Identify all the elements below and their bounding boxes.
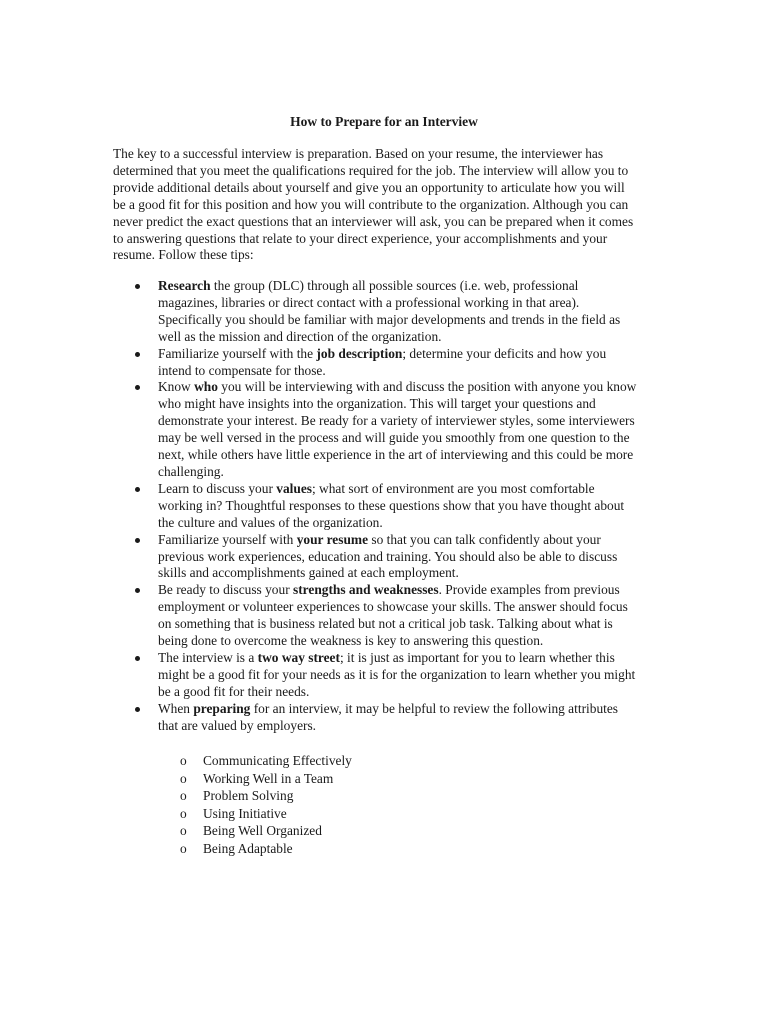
sub-bullet-icon: o bbox=[180, 788, 187, 804]
bullet-icon bbox=[135, 707, 140, 712]
tip-line bbox=[158, 379, 673, 396]
tip-lead-text: When bbox=[158, 700, 194, 716]
sub-bullet-icon: o bbox=[180, 805, 187, 821]
attribute-label: Being Adaptable bbox=[203, 840, 293, 856]
attribute-item bbox=[180, 770, 352, 788]
tip-line: on something that is business related but not a critical job task. Talking about what is bbox=[158, 616, 613, 632]
tip-line: who might have insights into the organization. This will target your questions and bbox=[158, 396, 596, 412]
tip-item bbox=[113, 650, 673, 701]
tip-line bbox=[158, 481, 673, 498]
bullet-icon bbox=[135, 487, 140, 492]
tip-keyword: values bbox=[276, 480, 312, 496]
tip-keyword: Research bbox=[158, 278, 211, 293]
tip-item bbox=[113, 481, 673, 532]
tip-lead-text: Familiarize yourself with the bbox=[158, 345, 317, 361]
sub-bullet-icon: o bbox=[180, 753, 187, 768]
attribute-item bbox=[180, 805, 352, 823]
bullet-icon bbox=[135, 385, 140, 390]
tip-line bbox=[158, 582, 673, 599]
tip-line: intend to compensate for those. bbox=[158, 362, 326, 378]
attribute-label: Communicating Effectively bbox=[203, 753, 352, 768]
tip-keyword: who bbox=[194, 379, 218, 395]
intro-line: resume. Follow these tips: bbox=[113, 247, 254, 263]
bullet-icon bbox=[135, 538, 140, 543]
intro-line: never predict the exact questions that an interviewer will ask, you can be prepared when it comes bbox=[113, 213, 634, 229]
tip-lead-text: Familiarize yourself with bbox=[158, 531, 297, 547]
tip-line: being done to overcome the weakness is key to answering this question. bbox=[158, 633, 544, 649]
attribute-label: Working Well in a Team bbox=[203, 770, 334, 786]
tip-rest-text: so that you can talk confidently about your bbox=[368, 531, 601, 547]
tips-list bbox=[113, 278, 673, 734]
tip-line: employment or volunteer experiences to showcase your skills. The answer should focus bbox=[158, 599, 628, 615]
tip-lead-text: Be ready to discuss your bbox=[158, 582, 293, 598]
attribute-item bbox=[180, 787, 352, 805]
tip-line bbox=[158, 650, 673, 667]
tip-line bbox=[158, 346, 673, 363]
intro-line: provide additional details about yourself and give you an opportunity to articulate how you will bbox=[113, 179, 625, 195]
tip-keyword: job description bbox=[316, 345, 403, 361]
tip-line: the culture and values of the organization. bbox=[158, 514, 383, 530]
tip-rest-text: ; determine your deficits and how you bbox=[402, 345, 607, 361]
tip-item bbox=[113, 532, 673, 583]
tip-line: next, while others have little experience in the art of interviewing and this could be more bbox=[158, 447, 634, 463]
tip-line: previous work experiences, education and training. You should also be able to discuss bbox=[158, 548, 618, 564]
tip-line bbox=[158, 701, 673, 718]
intro-line: to answering questions that relate to your direct experience, your accomplishments and your bbox=[113, 230, 608, 246]
tip-line: demonstrate your interest. Be ready for a variety of interviewer styles, some interviewers bbox=[158, 413, 635, 429]
attribute-item bbox=[180, 840, 352, 858]
sub-bullet-icon: o bbox=[180, 823, 187, 839]
tip-rest-text: the group (DLC) through all possible sources (i.e. web, professional bbox=[210, 278, 579, 293]
tip-item bbox=[113, 278, 673, 346]
bullet-icon bbox=[135, 284, 140, 289]
tip-item bbox=[113, 582, 673, 650]
tip-rest-text: ; it is just as important for you to learn whether this bbox=[339, 649, 615, 665]
tip-line: challenging. bbox=[158, 463, 224, 479]
tip-line: well as the mission and direction of the organization. bbox=[158, 328, 442, 344]
intro-line: The key to a successful interview is preparation. Based on your resume, the interviewer has bbox=[113, 146, 604, 161]
tip-lead-text: Learn to discuss your bbox=[158, 480, 277, 496]
tip-lead-text: The interview is a bbox=[158, 649, 258, 665]
tip-line: working in? Thoughtful responses to these questions show that you have thought about bbox=[158, 497, 625, 513]
sub-bullet-icon: o bbox=[180, 840, 187, 856]
tip-line bbox=[158, 278, 673, 295]
tip-line: skills and accomplishments gained at each employment. bbox=[158, 565, 459, 581]
intro-line: determined that you meet the qualifications required for the job. The interview will allow you to bbox=[113, 162, 629, 178]
intro-line: be a good fit for this position and how you will contribute to the organization. Although you can bbox=[113, 196, 629, 212]
bullet-icon bbox=[135, 588, 140, 593]
page-title: How to Prepare for an Interview bbox=[290, 114, 478, 129]
tip-rest-text: . Provide examples from previous bbox=[438, 582, 620, 598]
attribute-label: Problem Solving bbox=[203, 788, 294, 804]
attribute-item bbox=[180, 752, 352, 770]
attribute-label: Using Initiative bbox=[203, 805, 287, 821]
tip-rest-text: for an interview, it may be helpful to review the following attributes bbox=[250, 700, 619, 716]
tip-lead-text: Know bbox=[158, 379, 195, 395]
sub-bullet-icon: o bbox=[180, 770, 187, 786]
tip-item bbox=[113, 346, 673, 380]
attribute-label: Being Well Organized bbox=[203, 823, 322, 839]
tip-line: might be a good fit for your needs as it is for the organization to learn whether you might bbox=[158, 666, 636, 682]
tip-keyword: two way street bbox=[257, 649, 340, 665]
tip-line: be a good fit for their needs. bbox=[158, 683, 310, 699]
tip-item bbox=[113, 701, 673, 735]
tip-keyword: strengths and weaknesses bbox=[293, 582, 439, 598]
bullet-icon bbox=[135, 656, 140, 661]
attribute-item bbox=[180, 822, 352, 840]
tip-line: Specifically you should be familiar with major developments and trends in the field as bbox=[158, 311, 621, 327]
tip-line bbox=[158, 532, 673, 549]
tip-rest-text: you will be interviewing with and discuss the position with anyone you know bbox=[217, 379, 637, 395]
tip-item bbox=[113, 379, 673, 480]
tip-line: may be well versed in the process and will guide you smoothly from one question to the bbox=[158, 430, 630, 446]
tip-line: magazines, libraries or direct contact with a professional working in that area). bbox=[158, 294, 580, 310]
tip-keyword: preparing bbox=[193, 700, 251, 716]
bullet-icon bbox=[135, 352, 140, 357]
tip-rest-text: ; what sort of environment are you most comfortable bbox=[311, 480, 595, 496]
intro-paragraph bbox=[113, 146, 658, 264]
tip-line: that are valued by employers. bbox=[158, 717, 317, 733]
tip-keyword: your resume bbox=[296, 531, 369, 547]
attributes-list bbox=[180, 752, 352, 858]
